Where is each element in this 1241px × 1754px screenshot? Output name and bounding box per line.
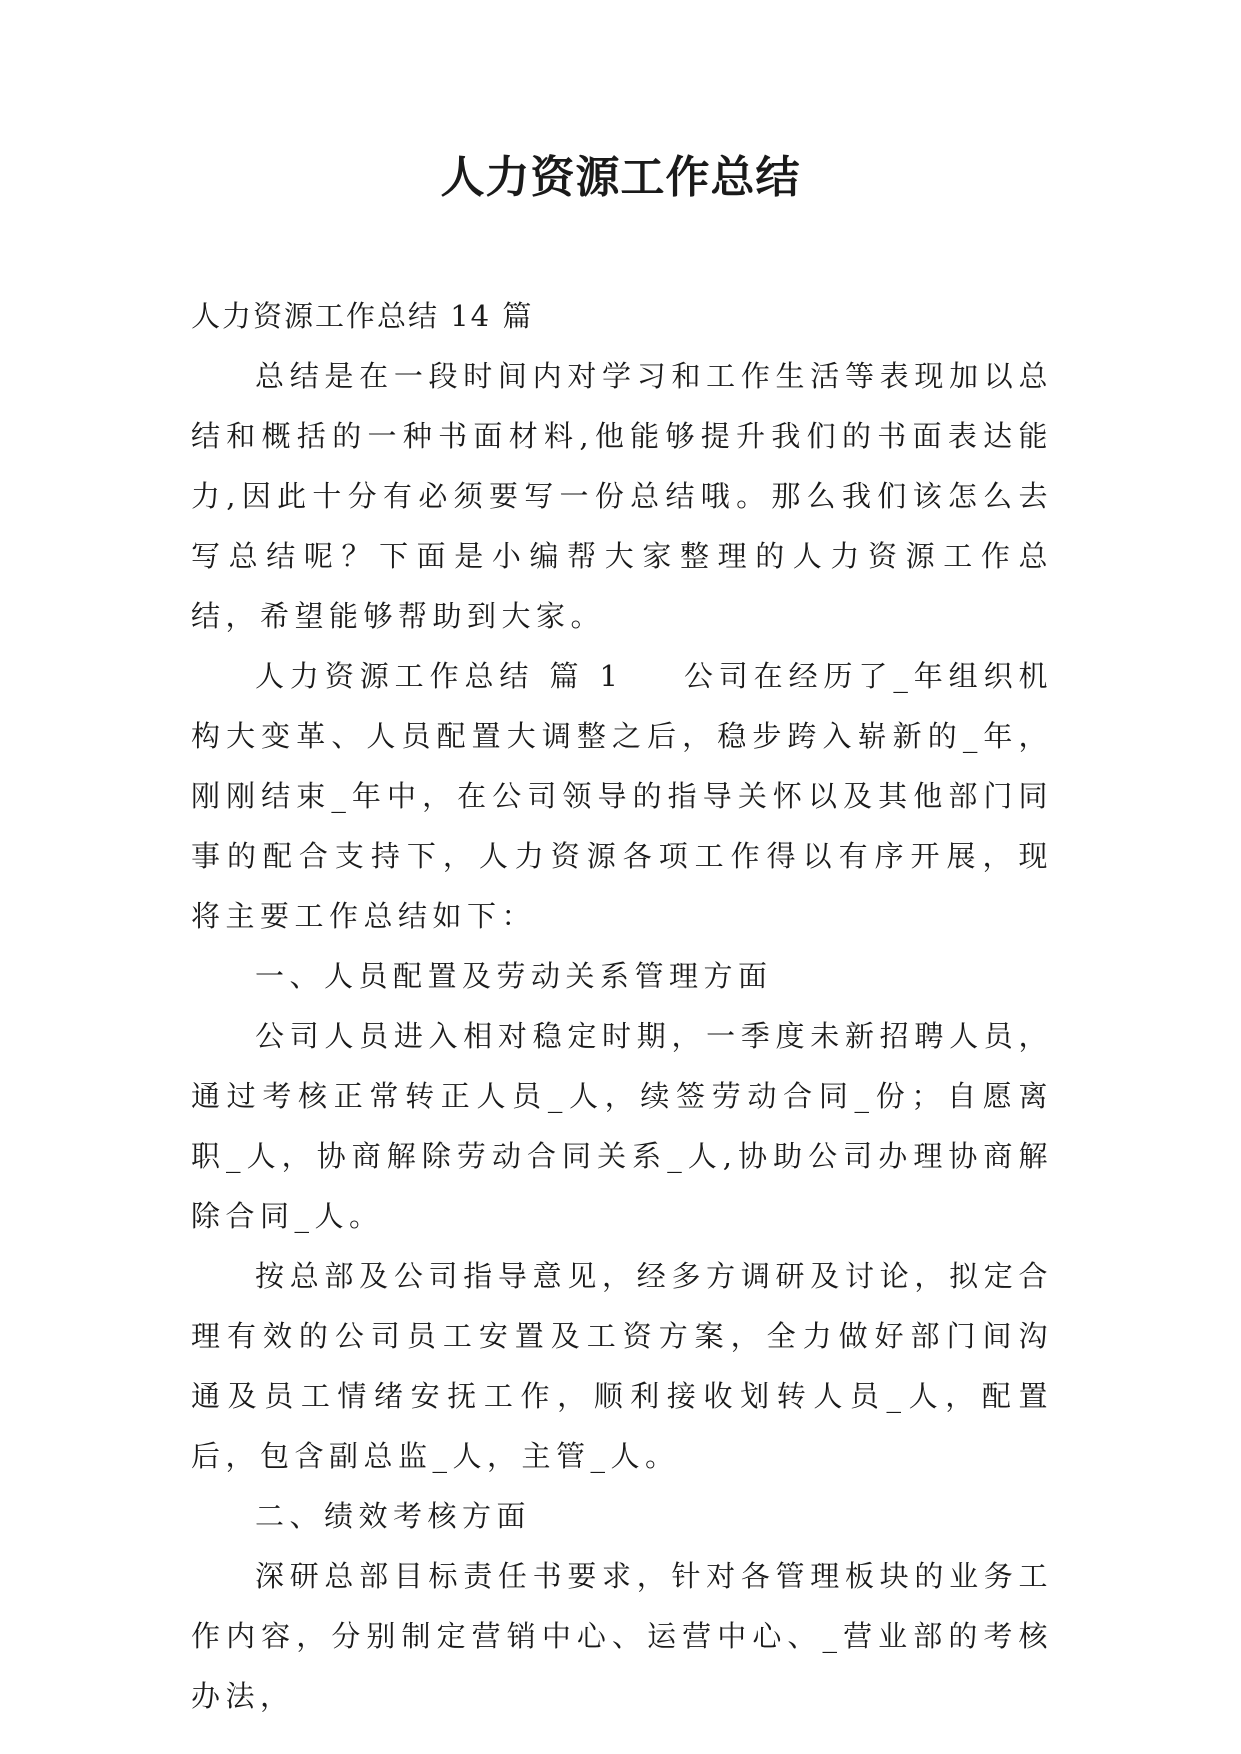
- section-heading-1: 一、人员配置及劳动关系管理方面: [255, 959, 773, 993]
- section1-paragraph-2: 按总部及公司指导意见，经多方调研及讨论，拟定合理有效的公司员工安置及工资方案，全力做好部门间沟通及员工情绪安抚工作，顺利接收划转人员_人，配置后，包含副总监_人，主管_人。: [191, 1259, 1053, 1473]
- document-title: 人力资源工作总结: [440, 152, 801, 203]
- section2-paragraph-1: 深研总部目标责任书要求，针对各管理板块的业务工作内容，分别制定营销中心、运营中心、_营业部的考核办法，: [191, 1559, 1053, 1713]
- document-body: [191, 286, 1053, 1726]
- article-lead-paragraph: [191, 646, 1053, 946]
- article-heading: 人力资源工作总结 篇 1: [255, 659, 624, 693]
- section-heading-2: 二、绩效考核方面: [255, 1499, 532, 1533]
- intro-paragraph: 总结是在一段时间内对学习和工作生活等表现加以总结和概括的一种书面材料,他能够提升我们的书面表达能力,因此十分有必须要写一份总结哦。那么我们该怎么去写总结呢？下面是小编帮大家整理的人力资源工作总结，希望能够帮助到大家。: [191, 359, 1053, 633]
- document-subtitle: 人力资源工作总结 14 篇: [191, 299, 534, 333]
- section1-paragraph-1: 公司人员进入相对稳定时期，一季度未新招聘人员，通过考核正常转正人员_人，续签劳动合同_份；自愿离职_人，协商解除劳动合同关系_人,协助公司办理协商解除合同_人。: [191, 1019, 1053, 1233]
- article-lead: 公司在经历了_年组织机构大变革、人员配置大调整之后，稳步跨入崭新的_年，刚刚结束_年中，在公司领导的指导关怀以及其他部门同事的配合支持下，人力资源各项工作得以有序开展，现将主要工作总结如下：: [191, 659, 1053, 933]
